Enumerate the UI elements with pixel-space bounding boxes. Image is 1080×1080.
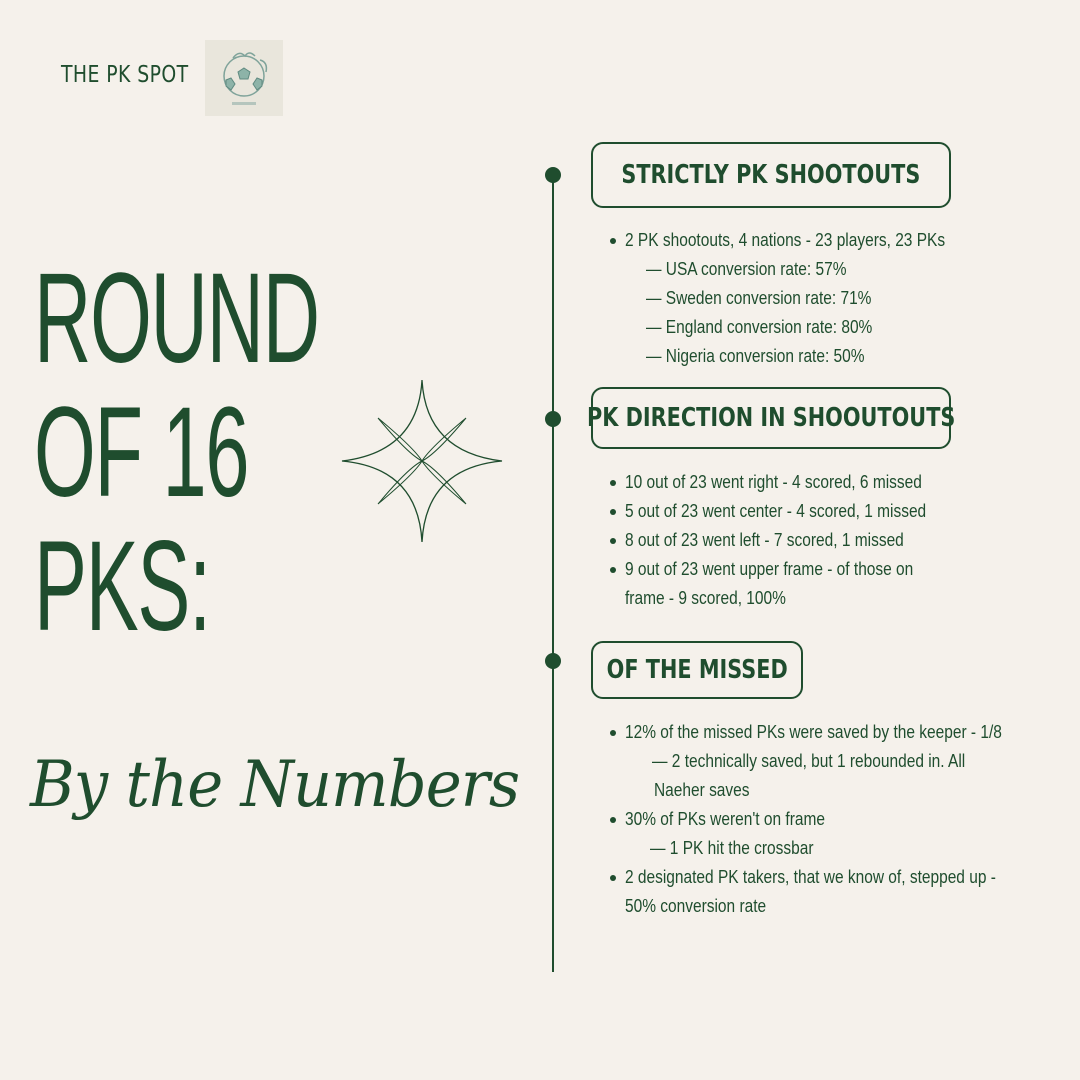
list-item: 9 out of 23 went upper frame - of those on <box>608 555 975 584</box>
sparkle-star-icon <box>340 378 504 544</box>
list-item: 5 out of 23 went center - 4 scored, 1 missed <box>608 497 975 526</box>
section-list-shootouts <box>608 226 997 371</box>
subtitle-script: By the Numbers <box>30 748 520 822</box>
list-item: — Nigeria conversion rate: 50% <box>646 346 865 366</box>
soccer-ball-logo-icon <box>205 40 283 116</box>
list-item: 2 PK shootouts, 4 nations - 23 players, 23 PKs <box>608 226 997 255</box>
section-title: PK DIRECTION IN SHOOUTOUTS <box>586 403 956 433</box>
section-header-shootouts <box>591 142 951 208</box>
section-title: OF THE MISSED <box>606 655 788 685</box>
list-item: frame - 9 scored, 100% <box>625 588 786 608</box>
timeline-line <box>552 175 554 972</box>
section-header-missed <box>591 641 803 699</box>
section-list-missed <box>608 718 1063 921</box>
hero-line: PKS: <box>34 515 210 658</box>
hero-line: OF 16 <box>34 381 249 524</box>
list-item: — Sweden conversion rate: 71% <box>646 288 872 308</box>
timeline-dot <box>545 167 561 183</box>
section-list-direction <box>608 468 975 613</box>
list-item: 10 out of 23 went right - 4 scored, 6 missed <box>608 468 975 497</box>
list-item: 30% of PKs weren't on frame <box>608 805 1063 834</box>
brand-logo <box>205 40 283 116</box>
timeline-dot <box>545 653 561 669</box>
list-item: Naeher saves <box>654 780 750 800</box>
list-item: 8 out of 23 went left - 7 scored, 1 missed <box>608 526 975 555</box>
brand-name: THE PK SPOT <box>61 62 189 88</box>
section-header-direction <box>586 387 956 449</box>
list-item: — 1 PK hit the crossbar <box>650 838 814 858</box>
list-item: 2 designated PK takers, that we know of, stepped up - <box>608 863 1063 892</box>
list-item: — England conversion rate: 80% <box>646 317 873 337</box>
section-title: STRICTLY PK SHOOTOUTS <box>621 160 921 190</box>
hero-line: ROUND <box>34 247 319 390</box>
list-item: — USA conversion rate: 57% <box>646 259 847 279</box>
hero-title <box>34 247 319 658</box>
list-item: 50% conversion rate <box>625 896 767 916</box>
list-item: — 2 technically saved, but 1 rebounded in. All <box>652 751 966 771</box>
timeline-dot <box>545 411 561 427</box>
list-item: 12% of the missed PKs were saved by the keeper - 1/8 <box>608 718 1063 747</box>
